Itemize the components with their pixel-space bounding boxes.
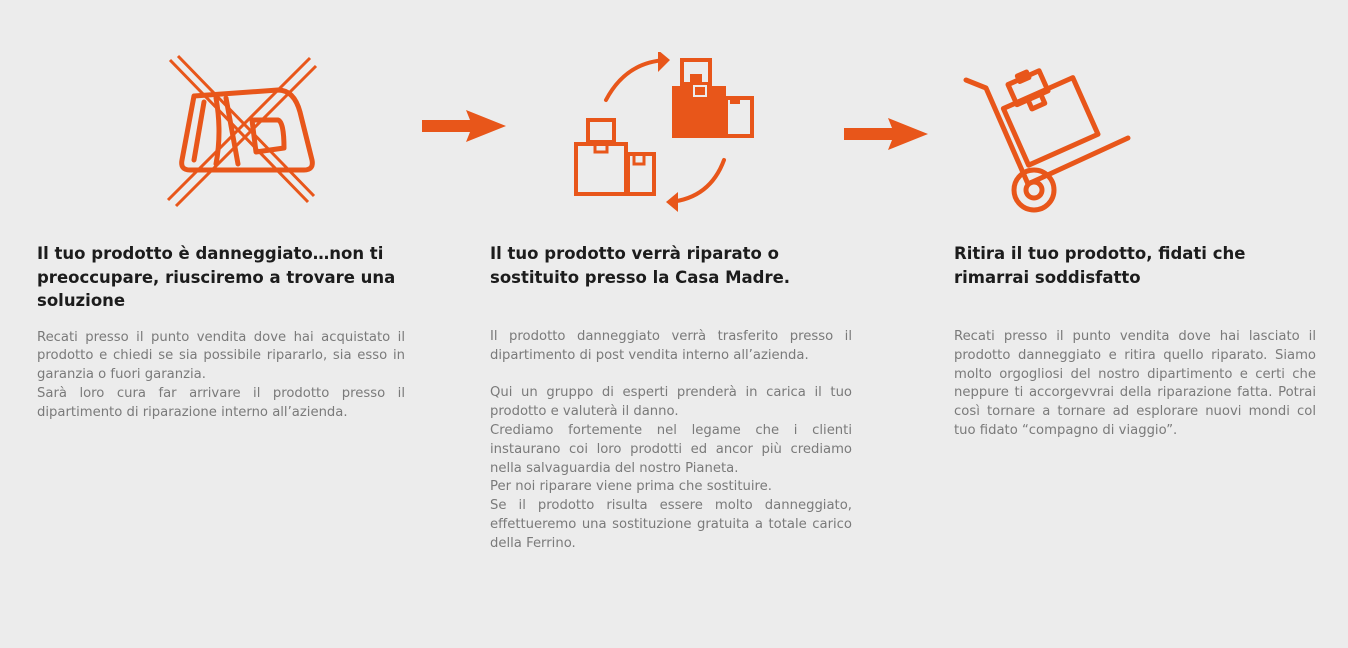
step-paragraph: Sarà loro cura far arrivare il prodotto presso il dipartimento di riparazione interno all’azienda. <box>37 385 405 420</box>
step-paragraph: Per noi riparare viene prima che sostituire. <box>490 479 772 495</box>
step-paragraph: Crediamo fortemente nel legame che i clienti instaurano coi loro prodotti ed ancor più crediamo nella salvaguardia del nostro Pianeta. <box>490 422 852 476</box>
step-paragraph: Il prodotto danneggiato verrà trasferito presso il dipartimento di post vendita interno all’azienda. <box>490 329 852 363</box>
damaged-product-icon <box>160 52 320 212</box>
exchange-boxes-icon <box>570 52 760 212</box>
step-title: Il tuo prodotto verrà riparato o sostituito presso la Casa Madre. <box>490 244 791 287</box>
step-1 <box>37 242 405 422</box>
right-arrow-icon <box>420 108 510 144</box>
step-paragraph: Recati presso il punto vendita dove hai acquistato il prodotto e chiedi se sia possibile ripararlo, sia esso in garanzia o fuori garanzia. <box>37 329 405 383</box>
step-description <box>490 328 852 554</box>
step-2 <box>490 242 852 554</box>
hand-truck-icon <box>958 58 1138 218</box>
step-title: Ritira il tuo prodotto, fidati che rimarrai soddisfatto <box>954 244 1246 287</box>
step-description <box>37 329 405 423</box>
step-paragraph: Recati presso il punto vendita dove hai lasciato il prodotto danneggiato e ritira quello riparato. Siamo molto orgogliosi del nostro dipartimento e certi che neppure ti accorgevvrai della riparazione fatta. Potrai così tornare a tornare ad esplorare nuovi mondi col tuo fidato “compagno di viaggio”. <box>954 329 1316 438</box>
step-3 <box>954 242 1316 441</box>
step-paragraph: Qui un gruppo di esperti prenderà in carica il tuo prodotto e valuterà il danno. <box>490 385 852 420</box>
right-arrow-icon <box>842 116 932 152</box>
step-paragraph: Se il prodotto risulta essere molto danneggiato, effettueremo una sostituzione gratuita a totale carico della Ferrino. <box>490 498 852 551</box>
step-description <box>954 328 1316 441</box>
step-title: Il tuo prodotto è danneggiato…non ti preoccupare, riusciremo a trovare una soluzione <box>37 244 396 310</box>
